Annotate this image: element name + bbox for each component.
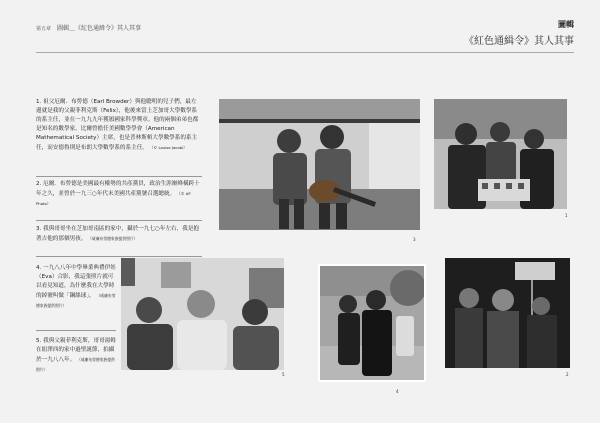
photo-number: 2 [566,372,569,377]
left-running-header [36,23,141,32]
caption-3 [36,225,202,244]
header-rule [36,52,574,53]
caption-divider [36,176,202,177]
left-header-title: 圖輯＿《紅色通緝令》其人其事 [56,25,141,32]
photo-graduation [318,264,426,382]
caption-1 [36,98,202,153]
right-running-header [464,19,574,47]
caption-3-text: 3. 我與哥哥坐在芝加哥南區的家中，攝於一九七○年左右，我是抱著吉他的那個男孩。 [36,226,200,242]
caption-5 [36,337,116,375]
caption-5-source: （威廉布勞德家族提供照片） [36,357,115,372]
chapter-label: 第五章 [36,26,52,32]
photo-brothers-guitar [219,99,420,230]
photo-chess-game [434,99,567,209]
caption-3-source: （威廉布勞德家族提供照片） [88,236,138,241]
photo-number: 1 [565,213,568,218]
photo-family-christmas [121,258,284,370]
caption-4-source: （威廉布勞德家族提供照片） [36,293,116,308]
caption-divider [36,256,202,257]
caption-4-text: 4. 一九八八年中學畢業典禮伊娃（Eva）合影，我這張照片就可以看見知道，為什麼我在大學時的綽號叫做「鋼絲球」。 [36,265,116,299]
caption-2 [36,180,202,209]
caption-1-source: （© Louise Jacobi） [149,145,187,150]
caption-divider [36,330,116,331]
page-title: 《紅色通緝令》其人其事 [464,36,574,47]
photo-number: 3 [413,237,416,242]
photo-number: 4 [396,389,399,394]
caption-2-text: 2. 厄爾．布勞德是美國最有權勢的共產黨員，政治生涯巔峰橫跨十年之久，並曾於一九三○年代末美國共產黨號召選總統。 [36,181,200,197]
caption-1-text: 1. 祖父厄爾．布勞德（Earl Browder）與他聰明的兒子們，最左邊就是我的父親菲利克斯（Felix），他後來當上芝加哥大學數學系的系主任，並在一九九九年獲頒國家科學獎章。他的兩個弟弟也都是知名的數學家，比爾曾擔任美國數學學會（American Mathematical Society）主席，也是普林斯頓大學數學系的系主任，而安德魯則是布朗大學數學系的系主任。 [36,99,199,151]
section-label: 圖輯 [558,20,574,29]
caption-divider [36,220,202,221]
photo-protest-crowd [445,258,570,368]
caption-4 [36,264,116,311]
caption-5-text: 5. 我與父親菲利克斯，哥哥湯姆在紐澤西的家中過聖誕節，拍攝於一九八八年。 [36,338,116,363]
caption-2-source: （© AP Photo） [36,191,191,206]
photo-number: 5 [282,372,285,377]
